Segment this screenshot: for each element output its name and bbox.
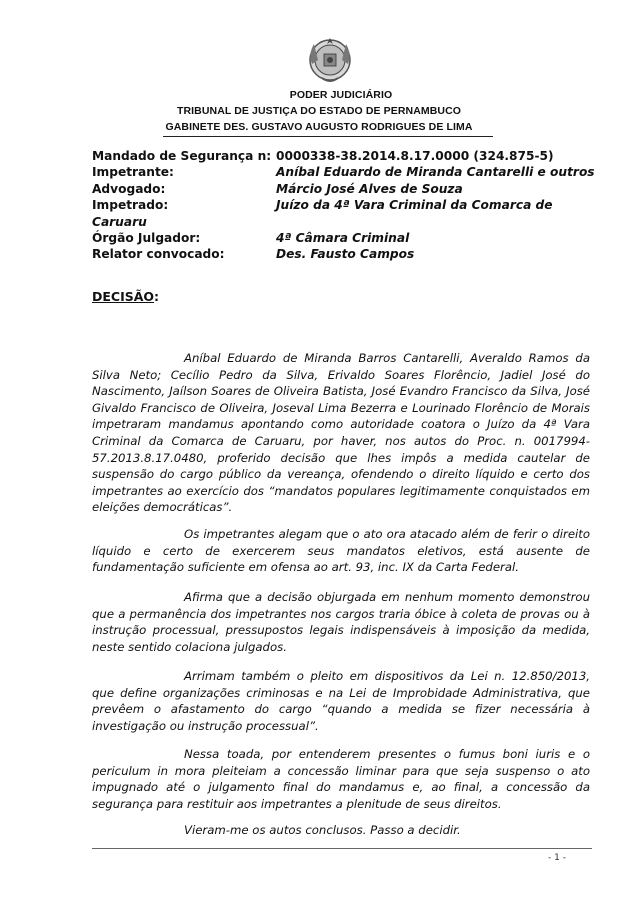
relator-label: Relator convocado:	[92, 247, 225, 262]
coat-of-arms-seal	[302, 30, 358, 86]
section-title	[92, 289, 159, 304]
mandado-value: 0000338-38.2014.8.17.0000 (324.875-5)	[276, 149, 554, 163]
paragraph-6-text: Vieram-me os autos conclusos. Passo a decidir.	[184, 823, 461, 837]
paragraph-6	[92, 822, 590, 839]
paragraph-1	[92, 350, 590, 516]
header-line-2: TRIBUNAL DE JUSTIÇA DO ESTADO DE PERNAMBUCO	[176, 105, 462, 117]
header-line-3: GABINETE DES. GUSTAVO AUGUSTO RODRIGUES DE LIMA	[165, 121, 473, 133]
paragraph-3-text: Afirma que a decisão objurgada em nenhum momento demonstrou que a permanência dos impetrantes nos cargos traria óbice à coleta de provas ou à instrução processual, pressupostos legais indispensáveis à imposição da medida, neste sentido colaciona julgados.	[92, 590, 590, 654]
advogado-value: Márcio José Alves de Souza	[276, 181, 463, 196]
section-title-text: DECISÃO	[92, 289, 155, 304]
impetrado-value: Juízo da 4ª Vara Criminal da Comarca de	[276, 198, 553, 213]
case-info-row-orgao	[92, 230, 582, 246]
orgao-value: 4ª Câmara Criminal	[276, 230, 410, 245]
case-info-row-impetrante	[92, 164, 595, 180]
case-info-row-impetrado	[92, 197, 582, 213]
impetrado-label: Impetrado:	[92, 198, 169, 213]
paragraph-3	[92, 589, 590, 655]
case-info-row-mandado	[92, 148, 582, 164]
orgao-label: Órgão Julgador:	[92, 230, 201, 245]
paragraph-1-text: Aníbal Eduardo de Miranda Barros Cantarelli, Averaldo Ramos da Silva Neto; Cecílio Pedro da Silva, Erivaldo Soares Florêncio, Jadiel José do Nascimento, Jaílson Soares de Oliveira Batista, José Evandro Francisco da Silva, José Givaldo Francisco de Oliveira, Joseval Lima Bezerra e Lourinado Florêncio de Morais impetraram mandamus apontando como autoridade coatora o Juízo da 4ª Vara Criminal da Comarca de Caruaru, por haver, nos autos do Proc. n. 0017994-57.2013.8.17.0480, proferido decisão que lhes impôs a medida cautelar de suspensão do cargo público da vereança, ofendendo o direito líquido e certo dos impetrantes ao exercício dos “mandatos populares legitimamente conquistados em eleições democráticas”.	[92, 351, 590, 515]
paragraph-2	[92, 526, 590, 576]
case-info-block	[92, 148, 595, 263]
paragraph-4	[92, 668, 590, 734]
advogado-label: Advogado:	[92, 181, 166, 196]
header-divider	[163, 136, 493, 137]
case-info-row-advogado	[92, 181, 582, 197]
paragraph-5	[92, 746, 590, 812]
page-number: - 1 -	[548, 853, 566, 863]
section-title-colon: :	[154, 289, 160, 304]
header-line-1: PODER JUDICIÁRIO	[289, 89, 393, 101]
paragraph-2-text: Os impetrantes alegam que o ato ora atacado além de ferir o direito líquido e certo de exercerem seus mandatos eletivos, está ausente de fundamentação suficiente em ofensa ao art. 93, inc. IX da Carta Federal.	[92, 527, 590, 575]
impetrante-value: Aníbal Eduardo de Miranda Cantarelli e outros	[276, 165, 595, 180]
paragraph-4-text: Arrimam também o pleito em dispositivos da Lei n. 12.850/2013, que define organizações criminosas e na Lei de Improbidade Administrativa, que prevêem o afastamento do cargo “quando a medida se fizer necessária à investigação ou instrução processual”.	[92, 669, 590, 733]
case-info-row-relator	[92, 246, 582, 262]
footer-divider	[92, 848, 592, 849]
impetrante-label: Impetrante:	[92, 165, 174, 180]
relator-value: Des. Fausto Campos	[276, 247, 415, 262]
mandado-label: Mandado de Segurança n:	[92, 149, 272, 163]
impetrado-value-continued: Caruaru	[92, 214, 147, 229]
case-info-row-impetrado-cont	[92, 214, 582, 230]
paragraph-5-text: Nessa toada, por entenderem presentes o fumus boni iuris e o periculum in mora pleiteiam a concessão liminar para que seja suspenso o ato impugnado até o julgamento final do mandamus e, ao final, a concessão da segurança para restituir aos impetrantes a plenitude de seus direitos.	[92, 747, 590, 811]
